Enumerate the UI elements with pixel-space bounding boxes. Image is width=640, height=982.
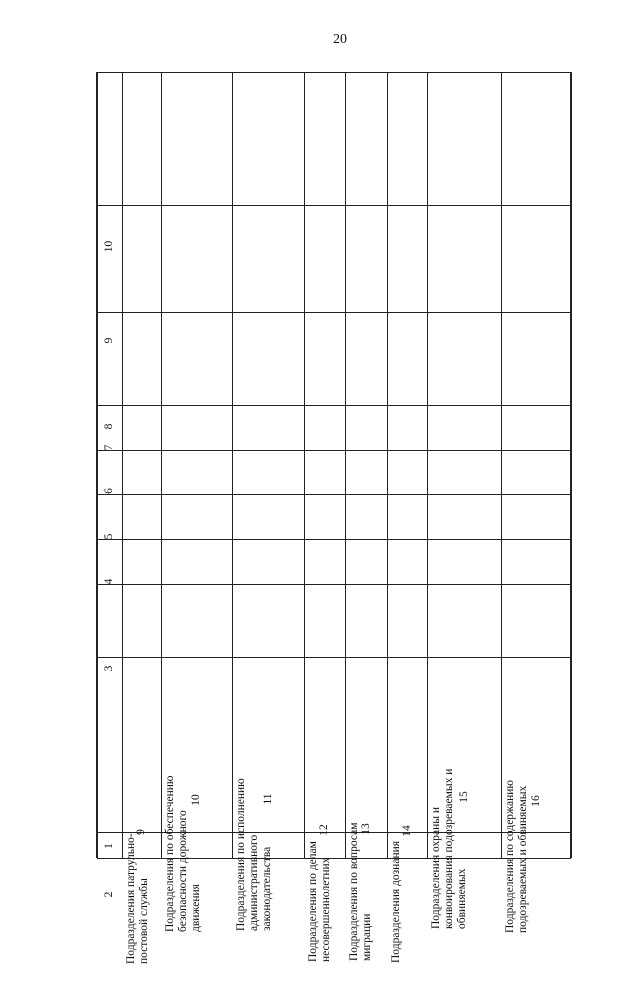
row-name: Подразделения по вопросам миграции bbox=[348, 822, 373, 961]
rotated-table bbox=[97, 72, 571, 964]
row-name: Подразделения по делам несовершеннолетних bbox=[307, 841, 332, 962]
row-name: Подразделения по обеспечению безопасности дорожного движения bbox=[164, 775, 202, 932]
row-number: 10 bbox=[190, 794, 202, 806]
page-number: 20 bbox=[333, 32, 347, 47]
header-col-7: 7 bbox=[103, 444, 115, 451]
row-name-cell bbox=[304, 657, 345, 962]
row-number: 12 bbox=[318, 824, 330, 836]
column-divider bbox=[97, 450, 571, 451]
row-name-cell bbox=[161, 657, 232, 932]
row-number: 15 bbox=[457, 791, 470, 803]
row-name: Подразделения охраны и конвоирования подозреваемых и обвиняемых bbox=[430, 768, 468, 929]
header-col-9: 9 bbox=[103, 337, 115, 344]
row-name: Подразделения по исполнению административного законодательства bbox=[235, 778, 273, 931]
header-col-8: 8 bbox=[103, 423, 115, 430]
row-name: Подразделения по содержанию подозреваемых и обвиняемых bbox=[504, 780, 529, 933]
row-name-cell bbox=[427, 657, 501, 929]
row-number: 16 bbox=[529, 795, 542, 807]
column-divider bbox=[97, 312, 571, 313]
column-divider bbox=[97, 494, 571, 495]
header-col-1: 1 bbox=[103, 843, 115, 849]
column-divider bbox=[97, 539, 571, 540]
header-col-4: 4 bbox=[103, 578, 115, 585]
column-divider bbox=[97, 405, 571, 406]
column-divider bbox=[97, 72, 571, 74]
row-number: 9 bbox=[135, 829, 147, 835]
header-col-2: 2 bbox=[103, 891, 115, 898]
row-name-cell bbox=[387, 657, 427, 963]
row-number: 11 bbox=[261, 793, 274, 805]
column-divider bbox=[97, 584, 571, 585]
header-col-3: 3 bbox=[103, 665, 115, 672]
header-col-10: 10 bbox=[103, 240, 115, 253]
header-col-5: 5 bbox=[103, 533, 115, 540]
column-divider bbox=[97, 205, 571, 206]
header-col-6: 6 bbox=[103, 488, 115, 494]
row-number: 14 bbox=[400, 825, 413, 837]
row-name-cell bbox=[232, 657, 304, 931]
row-name: Подразделения дознания bbox=[390, 840, 402, 963]
header-col-10-cell bbox=[97, 72, 122, 253]
row-name-cell bbox=[122, 657, 161, 964]
row-number: 13 bbox=[359, 823, 372, 835]
row-name: Подразделения патрульно-постовой службы bbox=[125, 833, 150, 964]
row-name-cell bbox=[345, 657, 387, 961]
row-name-cell bbox=[501, 657, 571, 933]
